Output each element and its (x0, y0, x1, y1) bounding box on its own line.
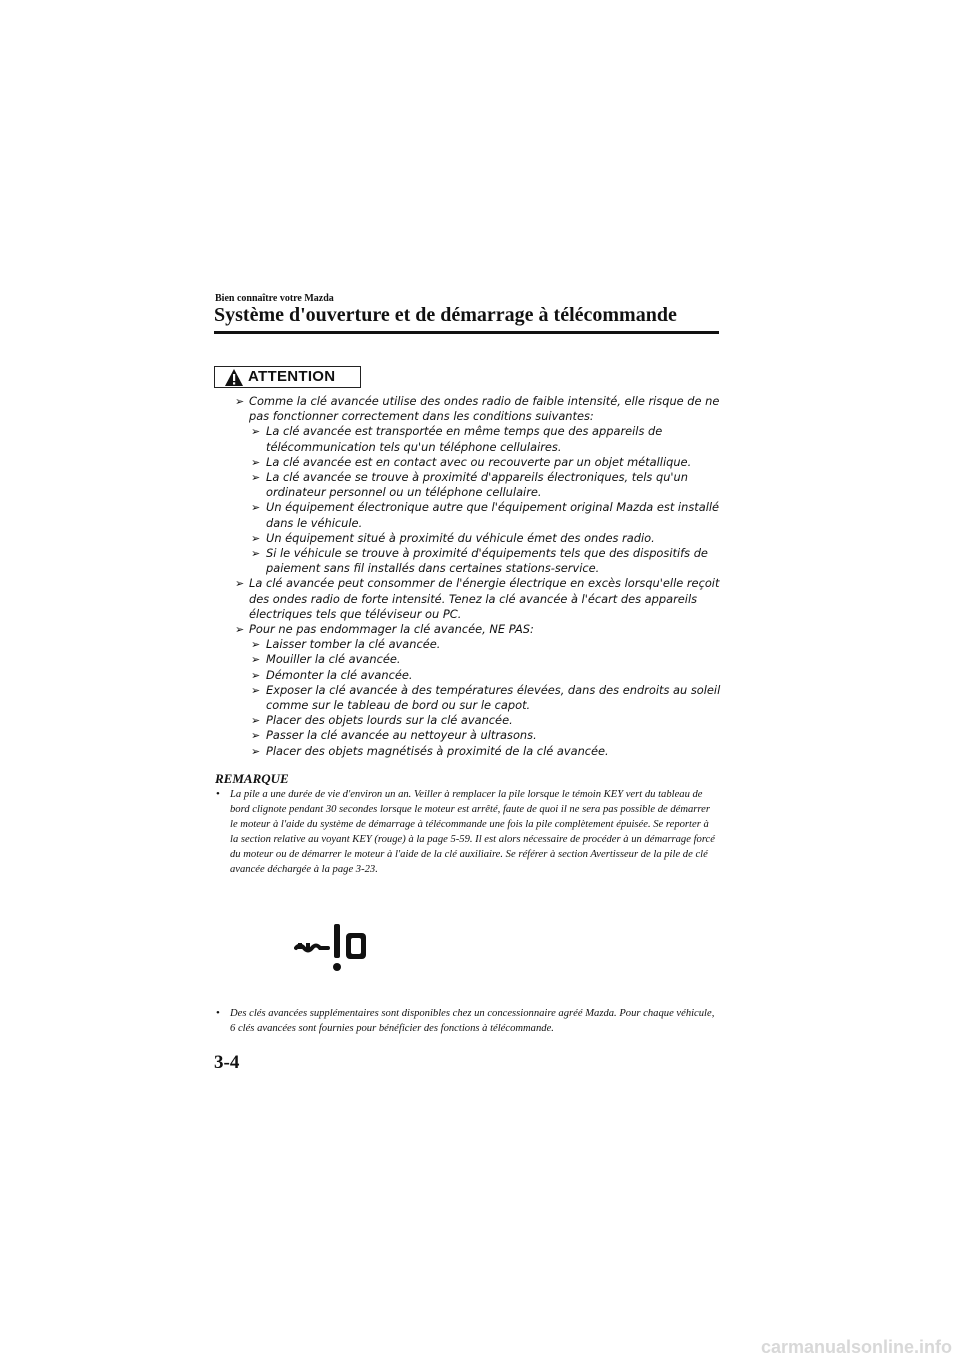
arrow-bullet-icon: ➢ (251, 714, 261, 728)
attention-item-text: La clé avancée peut consommer de l'énergie électrique en excès lorsqu'elle reçoit des ondes radio de forte intensité. Tenez la clé avancée à l'écart des appareils électriques tels que téléviseur ou PC. (249, 576, 720, 621)
arrow-bullet-icon: ➢ (251, 425, 261, 439)
attention-item (232, 576, 722, 622)
attention-subitem (232, 531, 722, 546)
attention-item-text: Un équipement situé à proximité du véhicule émet des ondes radio. (266, 530, 655, 545)
bullet-icon: • (216, 1007, 220, 1019)
arrow-bullet-icon: ➢ (251, 744, 261, 758)
key-warning-indicator-icon (294, 922, 370, 974)
attention-item-text: Un équipement électronique autre que l'équipement original Mazda est installé dans le véhicule. (266, 500, 720, 530)
arrow-bullet-icon: ➢ (251, 729, 261, 743)
arrow-bullet-icon: ➢ (235, 577, 245, 591)
note-text: La pile a une durée de vie d'environ un an. Veiller à remplacer la pile lorsque le témoin KEY vert du tableau de bord clignote pendant 30 secondes lorsque le moteur est arrêté, faute de quoi il ne sera pas possible de démarrer le moteur à l'aide du système de démarrage à télécommande une fois la pile complètement épuisée. Se reporter à la section relative au voyant KEY (rouge) à la page 5-59. Il est alors nécessaire de procéder à un démarrage forcé du moteur ou de démarrer le moteur à l'aide de la clé auxiliaire. Se référer à section Avertisseur de la pile de clé avancée déchargée à la page 3-23. (230, 789, 715, 875)
note-text: Des clés avancées supplémentaires sont disponibles chez un concessionnaire agréé Mazda. Pour chaque véhicule, 6 clés avancées sont fournies pour bénéficier des fonctions à télécommande. (230, 1008, 715, 1034)
attention-subitem (232, 652, 722, 667)
arrow-bullet-icon: ➢ (251, 653, 261, 667)
remarque-heading: REMARQUE (215, 771, 289, 786)
attention-item-text: Passer la clé avancée au nettoyeur à ultrasons. (266, 728, 537, 743)
arrow-bullet-icon: ➢ (251, 683, 261, 697)
remarque-note-extra-keys (215, 1006, 715, 1036)
page-number: 3-4 (214, 1052, 240, 1073)
page-title: Système d'ouverture et de démarrage à télécommande (214, 304, 677, 326)
arrow-bullet-icon: ➢ (235, 623, 245, 637)
attention-subitem (232, 683, 722, 713)
arrow-bullet-icon: ➢ (235, 395, 245, 408)
attention-subitem (232, 728, 722, 743)
attention-label: ATTENTION (248, 368, 336, 385)
arrow-bullet-icon: ➢ (251, 547, 261, 561)
attention-subitem (232, 500, 722, 530)
arrow-bullet-icon: ➢ (251, 471, 261, 485)
attention-subitem (232, 455, 722, 470)
attention-item (232, 622, 722, 637)
attention-item-text: Placer des objets magnétisés à proximité de la clé avancée. (266, 743, 609, 758)
warning-triangle-icon (224, 368, 244, 387)
attention-item (232, 394, 722, 424)
attention-item-text: La clé avancée se trouve à proximité d'appareils électroniques, tels qu'un ordinateur personnel ou un téléphone cellulaire. (266, 470, 688, 500)
attention-subitem (232, 744, 722, 759)
section-label: Bien connaître votre Mazda (215, 293, 334, 304)
title-divider (214, 331, 719, 334)
attention-item-text: Mouiller la clé avancée. (266, 652, 401, 667)
arrow-bullet-icon: ➢ (251, 531, 261, 545)
bullet-icon: • (216, 788, 220, 800)
watermark: carmanualsonline.info (760, 1337, 952, 1357)
attention-subitem (232, 713, 722, 728)
attention-subitem (232, 546, 722, 576)
arrow-bullet-icon: ➢ (251, 668, 261, 682)
remarque-note-battery (215, 787, 715, 877)
attention-item-text: Pour ne pas endommager la clé avancée, NE PAS: (249, 622, 534, 637)
attention-item-text: Placer des objets lourds sur la clé avancée. (266, 713, 513, 728)
arrow-bullet-icon: ➢ (251, 501, 261, 515)
attention-subitem (232, 668, 722, 683)
attention-subitem (232, 637, 722, 652)
attention-badge (214, 366, 361, 388)
attention-subitem (232, 424, 722, 454)
arrow-bullet-icon: ➢ (251, 638, 261, 652)
arrow-bullet-icon: ➢ (251, 455, 261, 469)
attention-item-text: La clé avancée est transportée en même temps que des appareils de télécommunication tels qu'un téléphone cellulaires. (266, 424, 663, 454)
attention-list (232, 394, 722, 759)
attention-item-text: Comme la clé avancée utilise des ondes radio de faible intensité, elle risque de ne pas fonctionner correctement dans les conditions suivantes: (249, 394, 720, 424)
attention-item-text: La clé avancée est en contact avec ou recouverte par un objet métallique. (266, 454, 692, 469)
attention-item-text: Si le véhicule se trouve à proximité d'équipements tels que des dispositifs de paiement sans fil installés dans certaines stations-service. (266, 546, 708, 576)
attention-subitem (232, 470, 722, 500)
attention-item-text: Démonter la clé avancée. (266, 667, 413, 682)
attention-item-text: Exposer la clé avancée à des températures élevées, dans des endroits au soleil comme sur le tableau de bord ou sur le capot. (266, 682, 721, 713)
attention-item-text: Laisser tomber la clé avancée. (266, 637, 441, 652)
